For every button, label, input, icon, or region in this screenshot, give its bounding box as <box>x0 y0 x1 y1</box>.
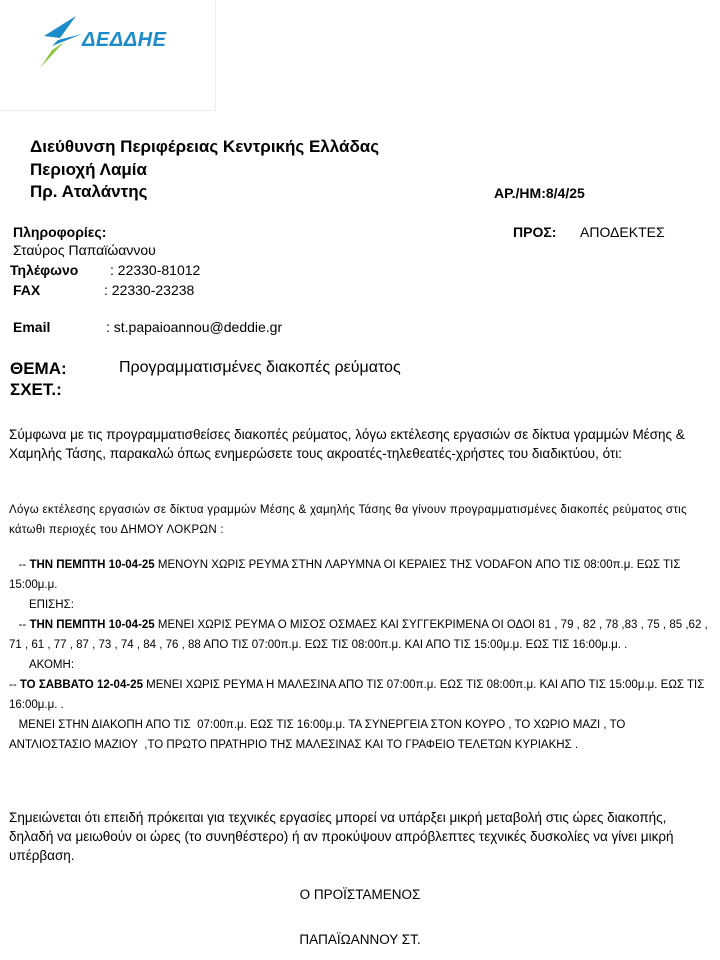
signature-name: ΠΑΠΑΪΩΑΝΝΟΥ ΣΤ. <box>299 932 421 947</box>
also-label: ΕΠΙΣΗΣ: <box>29 599 74 611</box>
phone-value: : 22330-81012 <box>110 262 201 278</box>
recipient-label: ΠΡΟΣ: <box>513 224 557 240</box>
protocol-ref: ΑΡ./ΗΜ:8/4/25 <box>494 185 585 201</box>
outage-day: ΤΗΝ ΠΕΜΠΤΗ 10-04-25 <box>29 559 155 571</box>
outage-day: ΤΗΝ ΠΕΜΠΤΗ 10-04-25 <box>29 619 155 631</box>
reference-label: ΣΧΕΤ.: <box>10 380 62 399</box>
info-label: Πληροφορίες: <box>13 224 107 240</box>
fax-value: : 22330-23238 <box>104 282 195 298</box>
signature-title: Ο ΠΡΟΪΣΤΑΜΕΝΟΣ <box>299 887 421 902</box>
note-paragraph: Σημειώνεται ότι επειδή πρόκειται για τεχνικές εργασίες μπορεί να υπάρξει μικρή μεταβολή στις ώρες διακοπής, δηλαδή να μειωθούν οι ώρες (το συνηθέστερο) ή αν προκύψουν απρόβλεπτες τεχνικές δυσκολίες να γίνει μικρή υπέρβαση. <box>9 810 674 863</box>
header-directorate: Διεύθυνση Περιφέρειας Κεντρικής Ελλάδας <box>30 137 380 156</box>
works-paragraph: Λόγω εκτέλεσης εργασιών σε δίκτυα γραμμών Μέσης & χαμηλής Τάσης θα γίνουν προγραμματισμένες διακοπές ρεύματος στις κάτωθι περιοχές του ΔΗΜΟΥ ΛΟΚΡΩΝ : <box>9 504 687 536</box>
subject-label: ΘΕΜΑ: <box>10 359 67 378</box>
subject-value: Προγραμματισμένες διακοπές ρεύματος <box>119 359 401 376</box>
item-prefix: -- <box>9 679 20 691</box>
phone-label: Τηλέφωνο <box>10 262 79 278</box>
outage-text: ΜΕΝΕΙ ΧΩΡΙΣ ΡΕΥΜΑ Η ΜΑΛΕΣΙΝΑ ΑΠΟ ΤΙΣ 07:00π.μ. ΕΩΣ ΤΙΣ 08:00π.μ. ΚΑΙ ΑΠΟ ΤΙΣ 15:00μ.μ. ΕΩΣ ΤΙΣ 16:00μ.μ. . <box>9 679 705 711</box>
outage-text: ΜΕΝΟΥΝ ΧΩΡΙΣ ΡΕΥΜΑ ΣΤΗΝ ΛΑΡΥΜΝΑ ΟΙ ΚΕΡΑΙΕΣ ΤΗΣ VODAFON ΑΠΟ ΤΙΣ 08:00π.μ. ΕΩΣ ΤΙΣ 15:00μ.μ. <box>9 559 681 591</box>
logo-area <box>0 0 216 111</box>
logo-text: ΔΕΔΔΗΕ <box>82 29 167 51</box>
email-value: : st.papaioannou@deddie.gr <box>106 319 283 335</box>
email-label: Email <box>13 319 51 335</box>
also-label: ΑΚΟΜΗ: <box>29 659 75 671</box>
outage-text: ΜΕΝΕΙ ΧΩΡΙΣ ΡΕΥΜΑ Ο ΜΙΣΟΣ ΟΣΜΑΕΣ ΚΑΙ ΣΥΓΓΕΚΡΙΜΕΝΑ ΟΙ ΟΔΟΙ 81 , 79 , 82 , 78 ,83 , 75 , 85 ,62 , 71 , 61 , 77 , 87 , 73 , 74 , 84 , 76 , 88 ΑΠΟ ΤΙΣ 07:00π.μ. ΕΩΣ ΤΙΣ 08:00π.μ. ΚΑΙ ΑΠΟ ΤΙΣ 15:00μ.μ. ΕΩΣ ΤΙΣ 16:00μ.μ. . <box>9 619 708 651</box>
outage-item-1 <box>9 555 709 595</box>
outage-item-4: ΜΕΝΕΙ ΣΤΗΝ ΔΙΑΚΟΠΗ ΑΠΟ ΤΙΣ 07:00π.μ. ΕΩΣ ΤΙΣ 16:00μ.μ. ΤΑ ΣΥΝΕΡΓΕΙΑ ΣΤΟΝ ΚΟΥΡΟ , ΤΟ ΧΩΡΙΟ ΜΑΖΙ , ΤΟ ΑΝΤΛΙΟΣΤΑΣΙΟ ΜΑΖΙΟΥ ,ΤΟ ΠΡΩΤΟ ΠΡΑΤΗΡΙΟ ΤΗΣ ΜΑΛΕΣΙΝΑΣ ΚΑΙ ΤΟ ΓΡΑΦΕΙΟ ΤΕΛΕΤΩΝ ΚΥΡΙΑΚΗΣ . <box>9 719 628 751</box>
header-office: Πρ. Αταλάντης <box>30 182 148 201</box>
intro-paragraph: Σύμφωνα με τις προγραμματισθείσες διακοπές ρεύματος, λόγω εκτέλεσης εργασιών σε δίκτυα γραμμών Μέσης & Χαμηλής Τάσης, παρακαλώ όπως ενημερώσετε τους ακροατές-τηλεθεατές-χρήστες του διαδικτύου, ότι: <box>9 427 685 461</box>
outage-item-3 <box>9 675 709 715</box>
header-region: Περιοχή Λαμία <box>30 160 147 179</box>
item-prefix: -- <box>9 559 30 571</box>
deddie-logo-icon <box>38 16 82 68</box>
outage-list <box>9 555 709 755</box>
fax-label: FAX <box>13 282 41 298</box>
outage-item-2 <box>9 615 709 655</box>
recipient-value: ΑΠΟΔΕΚΤΕΣ <box>580 224 665 240</box>
info-name: Σταύρος Παπαϊώαννου <box>13 242 156 258</box>
item-prefix: -- <box>9 619 30 631</box>
outage-day: ΤΟ ΣΑΒΒΑΤΟ 12-04-25 <box>19 679 143 691</box>
